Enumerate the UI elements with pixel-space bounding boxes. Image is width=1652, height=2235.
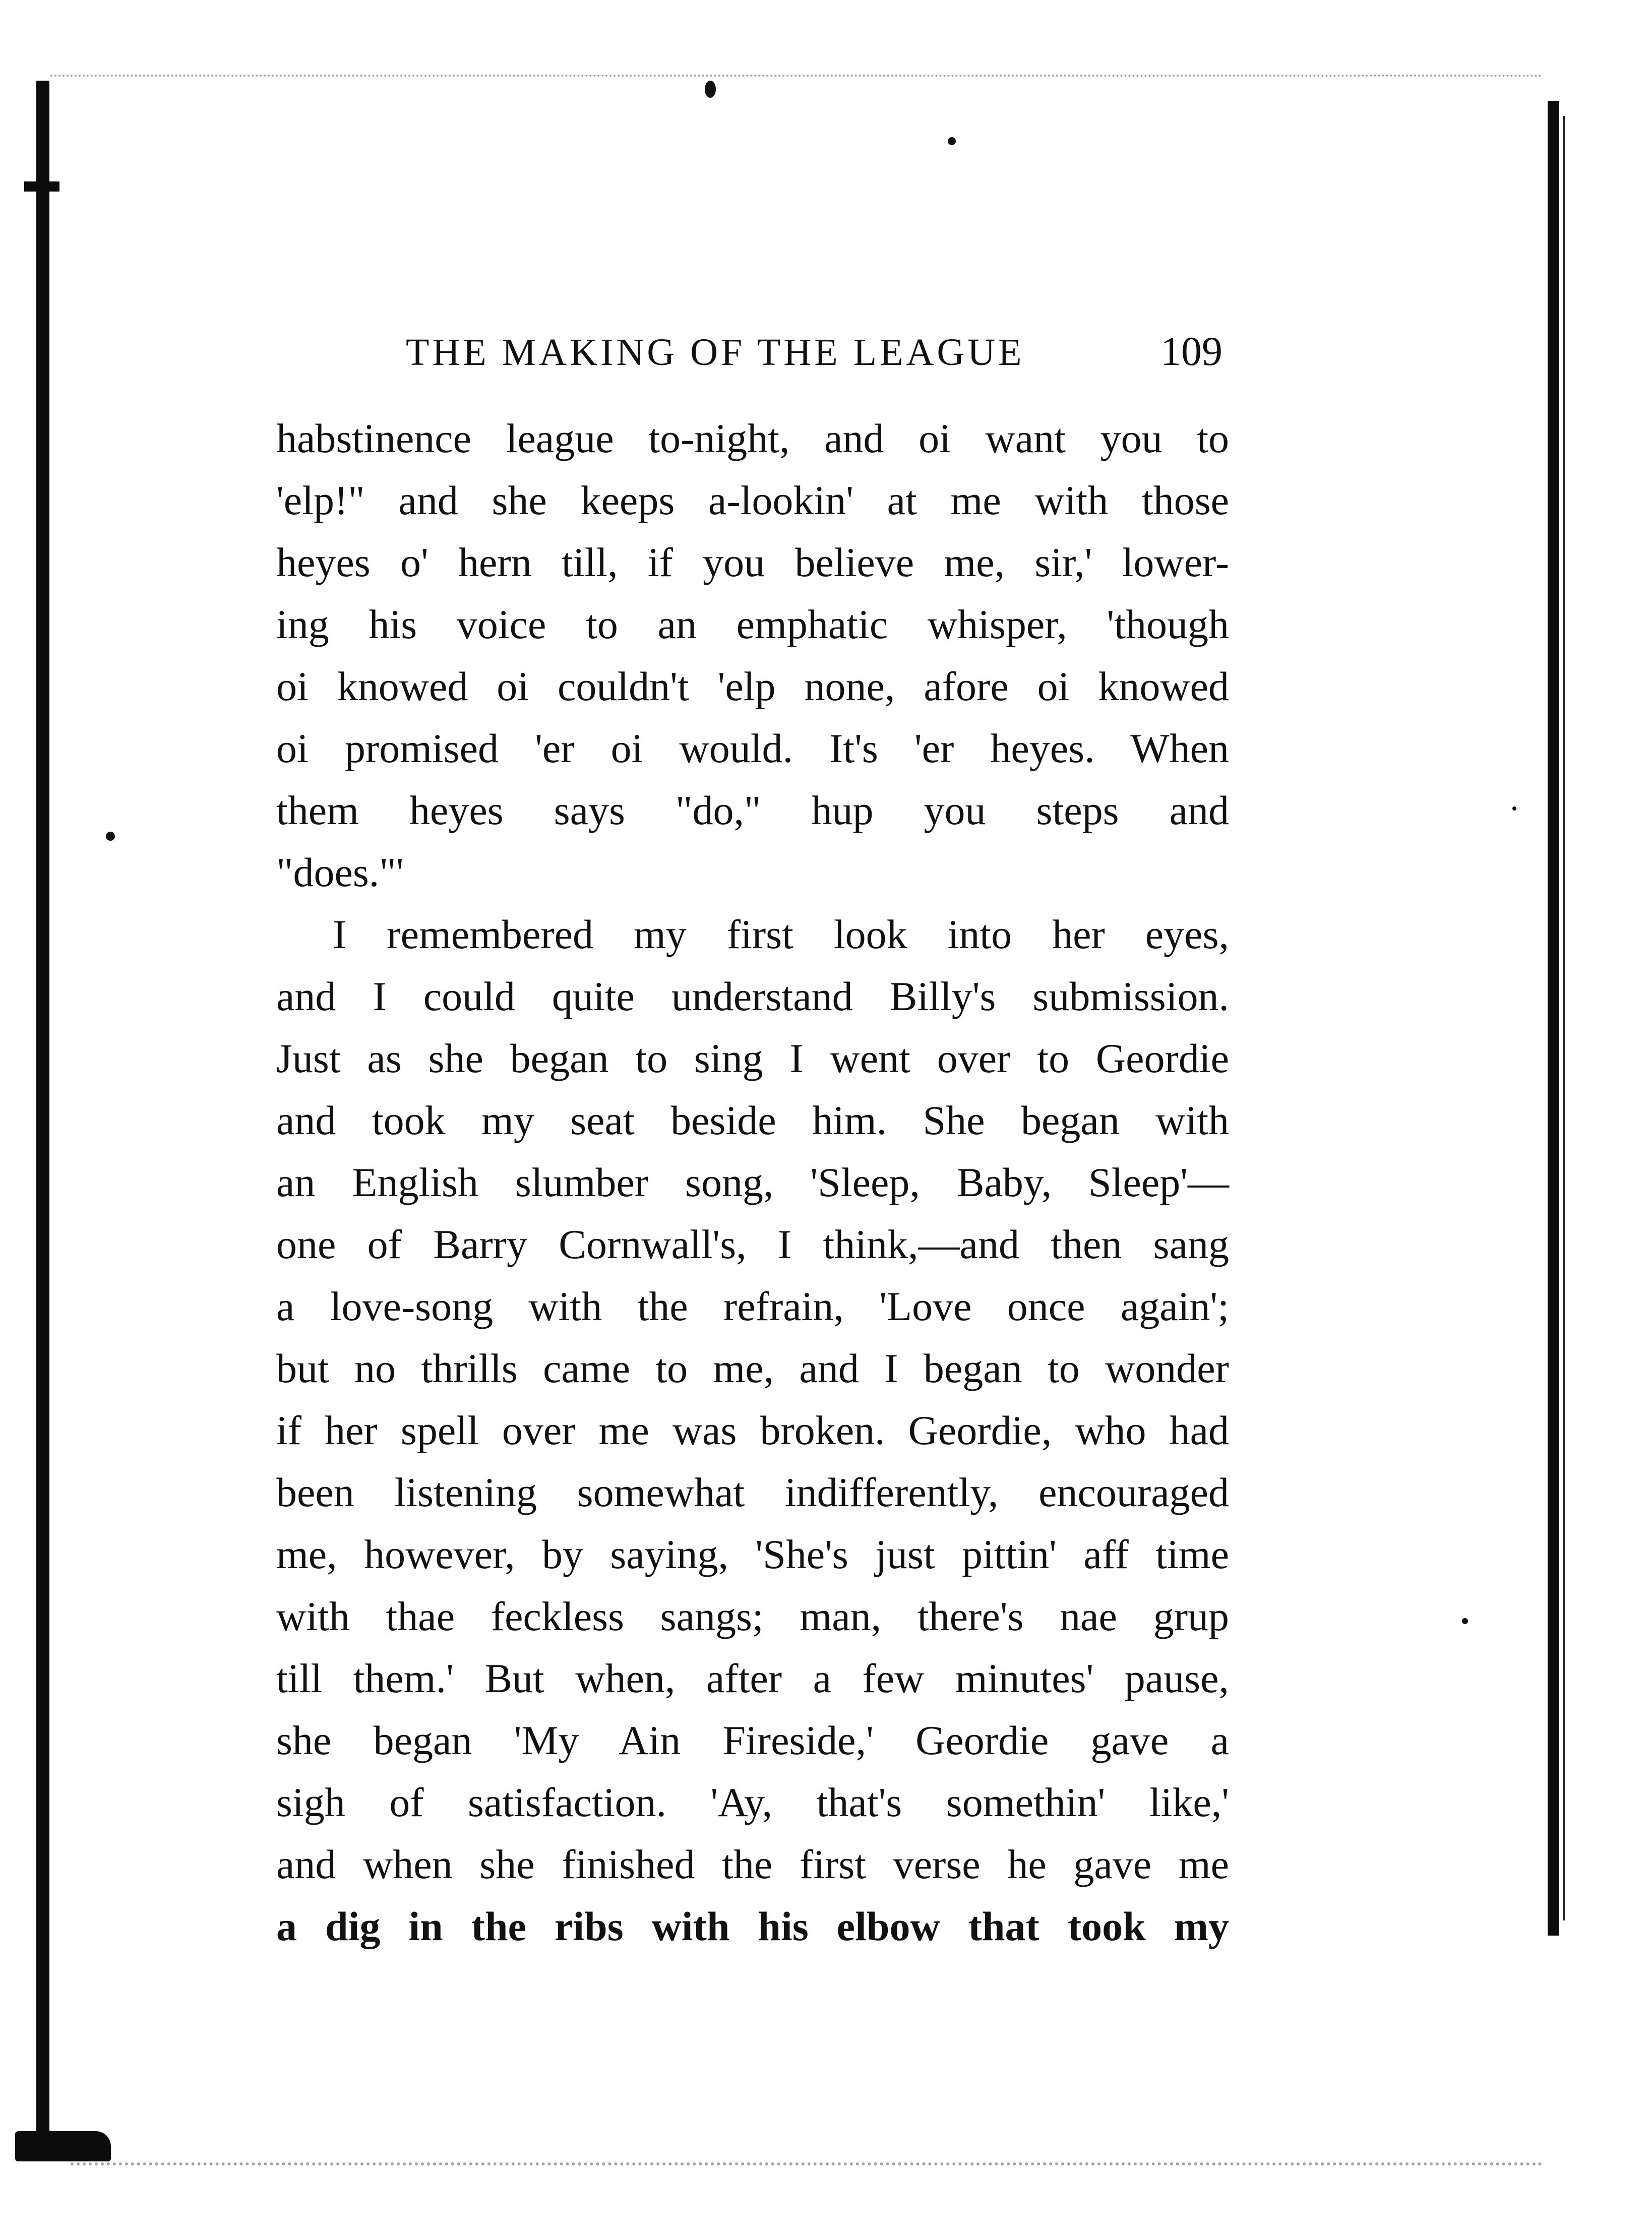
scan-noise-top — [50, 75, 1543, 80]
text-line: oi knowed oi couldn't 'elp none, afore oi knowed — [276, 663, 1229, 709]
text-line: oi promised 'er oi would. It's 'er heyes. When — [276, 725, 1229, 771]
page-edge-right — [1548, 101, 1559, 1936]
running-head — [406, 328, 1222, 388]
text-line: till them.' But when, after a few minutes' pause, — [276, 1655, 1229, 1701]
text-line: and I could quite understand Billy's submission. — [276, 973, 1229, 1019]
ink-speck — [1462, 1618, 1468, 1624]
text-line: been listening somewhat indifferently, encouraged — [276, 1469, 1229, 1515]
text-line-paragraph-start: I remembered my first look into her eyes, — [333, 911, 1229, 957]
text-line: heyes o' hern till, if you believe me, sir,' lower- — [276, 539, 1229, 585]
text-line: she began 'My Ain Fireside,' Geordie gave a — [276, 1717, 1229, 1763]
text-line: habstinence league to-night, and oi want you to — [276, 415, 1229, 461]
text-line: a dig in the ribs with his elbow that took my — [276, 1903, 1229, 1949]
page-edge-right-shadow — [1563, 116, 1565, 1920]
text-line: sigh of satisfaction. 'Ay, that's somethin' like,' — [276, 1779, 1229, 1825]
text-line: "does."' — [276, 849, 404, 895]
binding-notch — [24, 181, 59, 192]
ink-speck — [106, 832, 115, 841]
ink-speck — [705, 81, 716, 98]
text-line: Just as she began to sing I went over to Geordie — [276, 1035, 1229, 1081]
text-line: and took my seat beside him. She began with — [276, 1097, 1229, 1143]
ink-speck — [948, 137, 956, 145]
scan-noise-bottom — [71, 2162, 1543, 2169]
text-line: and when she finished the first verse he gave me — [276, 1841, 1229, 1887]
text-line: one of Barry Cornwall's, I think,—and then sang — [276, 1221, 1229, 1267]
text-line: ing his voice to an emphatic whisper, 'though — [276, 601, 1229, 647]
text-line: them heyes says "do," hup you steps and — [276, 787, 1229, 833]
page-number: 109 — [1160, 328, 1222, 374]
text-line: a love-song with the refrain, 'Love once again'; — [276, 1283, 1229, 1329]
running-head-title: THE MAKING OF THE LEAGUE — [406, 331, 1025, 374]
text-line: with thae feckless sangs; man, there's nae grup — [276, 1593, 1229, 1639]
text-line: but no thrills came to me, and I began to wonder — [276, 1345, 1229, 1391]
text-line: 'elp!" and she keeps a-lookin' at me with those — [276, 477, 1229, 523]
page-binding-edge-left — [36, 81, 49, 2152]
text-line: if her spell over me was broken. Geordie, who had — [276, 1407, 1229, 1453]
body-text — [276, 407, 1229, 1957]
binding-foot-smudge — [15, 2131, 111, 2161]
text-line: me, however, by saying, 'She's just pittin' aff time — [276, 1531, 1229, 1577]
text-line: an English slumber song, 'Sleep, Baby, Sleep'— — [276, 1159, 1229, 1205]
ink-speck — [1512, 806, 1516, 811]
